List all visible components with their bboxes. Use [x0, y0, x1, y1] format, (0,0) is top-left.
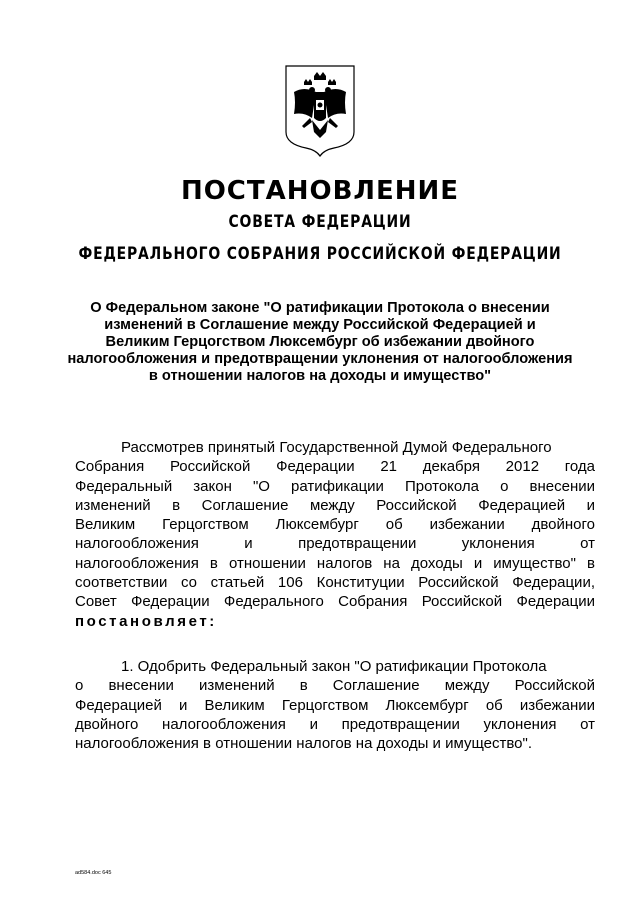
resolution-item-1: [75, 657, 595, 753]
heading-line: О Федеральном законе "О ратификации Протокола о внесении: [90, 300, 550, 316]
paragraph-line: изменений в Соглашение между Российской Федерацией и: [75, 496, 595, 514]
resolves-word: постановляет:: [75, 612, 217, 630]
paragraph-line: Совет Федерации Федерального Собрания Российской Федерации: [75, 593, 595, 611]
document-title: ПОСТАНОВЛЕНИЕ: [180, 176, 460, 206]
paragraph-line: налогообложения и предотвращении уклонения от: [75, 535, 595, 553]
heading-line: изменений в Соглашение между Российской Федерацией и: [104, 317, 536, 333]
paragraph-line: Рассмотрев принятый Государственной Думой Федерального: [121, 439, 552, 456]
heading-line: налогообложения и предотвращении уклонения от налогообложения: [67, 351, 573, 367]
document-heading: [55, 300, 585, 385]
paragraph-line: Федерацией и Великим Герцогством Люксембург об избежании: [75, 696, 595, 714]
preamble-paragraph: [75, 438, 595, 631]
paragraph-line: соответствии со статьей 106 Конституции Российской Федерации,: [75, 574, 595, 592]
paragraph-line: налогообложения в отношении налогов на доходы и имущество".: [75, 735, 532, 753]
paragraph-line: о внесении изменений в Соглашение между Российской: [75, 677, 595, 695]
paragraph-line: 1. Одобрить Федеральный закон "О ратификации Протокола: [121, 658, 547, 675]
file-reference: ad584.doc 645: [75, 870, 112, 876]
paragraph-line: двойного налогообложения и предотвращении уклонения от: [75, 715, 595, 733]
state-emblem-icon: [282, 62, 358, 158]
paragraph-line: Собрания Российской Федерации 21 декабря 2012 года: [75, 458, 595, 476]
paragraph-line: налогообложения в отношении налогов на доходы и имущество" в: [75, 554, 595, 572]
issuer-line-1: СОВЕТА ФЕДЕРАЦИИ: [228, 212, 412, 232]
paragraph-line: Великим Герцогством Люксембург об избежании двойного: [75, 516, 595, 534]
heading-line: в отношении налогов на доходы и имущество": [148, 368, 492, 384]
paragraph-line: Федеральный закон "О ратификации Протокола о внесении: [75, 477, 595, 495]
issuer-line-2: ФЕДЕРАЛЬНОГО СОБРАНИЯ РОССИЙСКОЙ ФЕДЕРАЦИИ: [78, 244, 562, 264]
heading-line: Великим Герцогством Люксембург об избежании двойного: [105, 334, 535, 350]
